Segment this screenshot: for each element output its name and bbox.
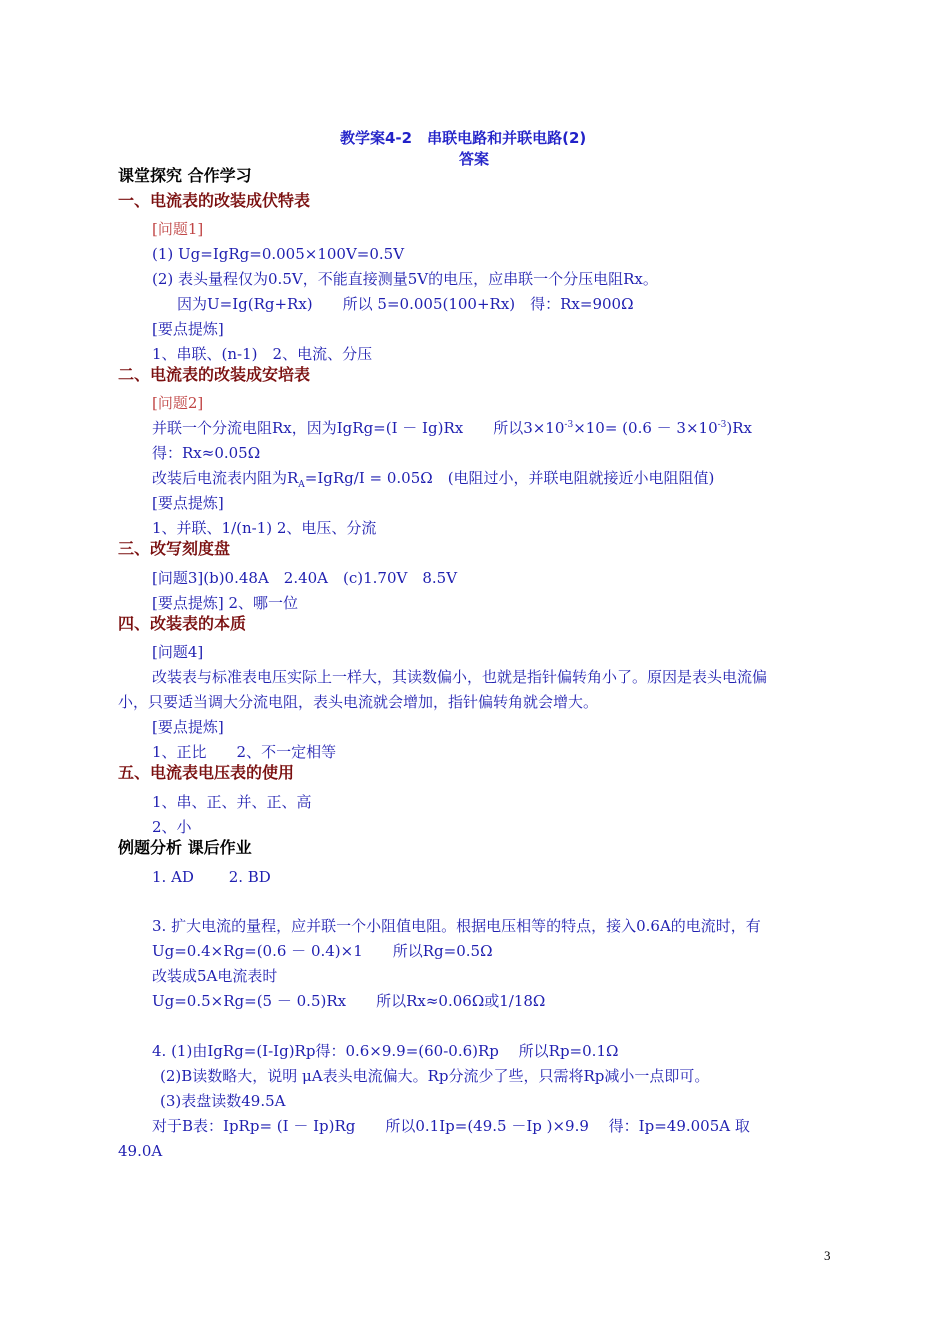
document-subtitle: 答案: [459, 150, 490, 168]
page-number: 3: [824, 1248, 831, 1263]
answer4-line4: 对于B表：IpRp= (I － Ip)Rg 所以0.1Ip=(49.5 －Ip )×9.9 得：Ip=49.005A 取: [152, 1117, 750, 1135]
s5-line2: 2、小: [152, 818, 192, 836]
s2-line4: 1、并联、1/(n-1) 2、电压、分流: [152, 519, 377, 537]
s2-line1: 并联一个分流电阻Rx，因为IgRg=(I － Ig)Rx 所以$3\times 10^{-3}\times 10= (0.6 - 3\times 10^{-3})Rx$: [152, 419, 753, 437]
s2-key-label: [要点提炼]: [152, 494, 224, 512]
question1-label: [问题1]: [152, 220, 204, 238]
answer4-line2: (2)B读数略大，说明 μA表头电流偏大。Rp分流少了些，只需将Rp减小一点即可。: [160, 1067, 710, 1085]
question2-label: [问题2]: [152, 394, 204, 412]
s2-line3: 改装后电流表内阻为$R_A=IgRg/I = 0.05\Omega$ (电阻过小，并联电阻就接近小电阻阻值): [152, 469, 715, 490]
section4-heading: 四、改装表的本质: [118, 614, 247, 633]
section2-heading: 二、电流表的改装成安培表: [118, 365, 311, 384]
answer-1-2: 1. AD 2. BD: [152, 868, 271, 886]
answer4-line1: 4. (1)由IgRg=(I-Ig)Rp得：0.6×9.9=(60-0.6)Rp 所以Rp=0.1Ω: [152, 1042, 619, 1060]
s3-line1: [问题3](b)0.48A 2.40A (c)1.70V 8.5V: [152, 569, 458, 587]
s4-line1: 改装表与标准表电压实际上一样大，其读数偏小，也就是指针偏转角小了。原因是表头电流偏: [152, 668, 768, 686]
answer3-line2: Ug=0.4×Rg=(0.6 － 0.4)×1 所以Rg=0.5Ω: [152, 942, 493, 960]
s5-line1: 1、串、正、并、正、高: [152, 793, 312, 811]
s4-key-label: [要点提炼]: [152, 718, 224, 736]
s4-line2: 小，只要适当调大分流电阻，表头电流就会增加，指针偏转角就会增大。: [118, 693, 599, 711]
s1-line4: 1、串联、(n-1) 2、电流、分压: [152, 345, 373, 363]
s4-line3: 1、正比 2、不一定相等: [152, 743, 337, 761]
section3-heading: 三、改写刻度盘: [118, 539, 231, 558]
answer3-line4: Ug=0.5×Rg=(5 － 0.5)Rx 所以Rx≈0.06Ω或1/18Ω: [152, 992, 546, 1010]
s1-line1: (1) Ug=IgRg=0.005×100V=0.5V: [152, 245, 405, 263]
document-title: 教学案4-2 串联电路和并联电路(2): [340, 129, 587, 147]
s1-line2: (2) 表头量程仅为0.5V，不能直接测量5V的电压，应串联一个分压电阻Rx。: [152, 270, 658, 288]
part2-heading: 例题分析 课后作业: [118, 838, 252, 857]
s1-line3: 因为U=Ig(Rg+Rx) 所以 5=0.005(100+Rx) 得：Rx=900Ω: [177, 295, 634, 313]
answer3-line3: 改装成5A电流表时: [152, 967, 278, 985]
s3-line2: [要点提炼] 2、哪一位: [152, 594, 299, 612]
answer3-line1: 3. 扩大电流的量程，应并联一个小阻值电阻。根据电压相等的特点，接入0.6A的电流时，有: [152, 917, 761, 935]
answer4-line3: (3)表盘读数49.5A: [160, 1092, 286, 1110]
section5-heading: 五、电流表电压表的使用: [118, 763, 295, 782]
part1-heading: 课堂探究 合作学习: [118, 166, 252, 185]
section1-heading: 一、电流表的改装成伏特表: [118, 191, 311, 210]
answer4-line5: 49.0A: [118, 1142, 163, 1160]
s2-line2: 得：Rx≈0.05Ω: [152, 444, 261, 462]
question4-label: [问题4]: [152, 643, 204, 661]
s1-key-label: [要点提炼]: [152, 320, 224, 338]
